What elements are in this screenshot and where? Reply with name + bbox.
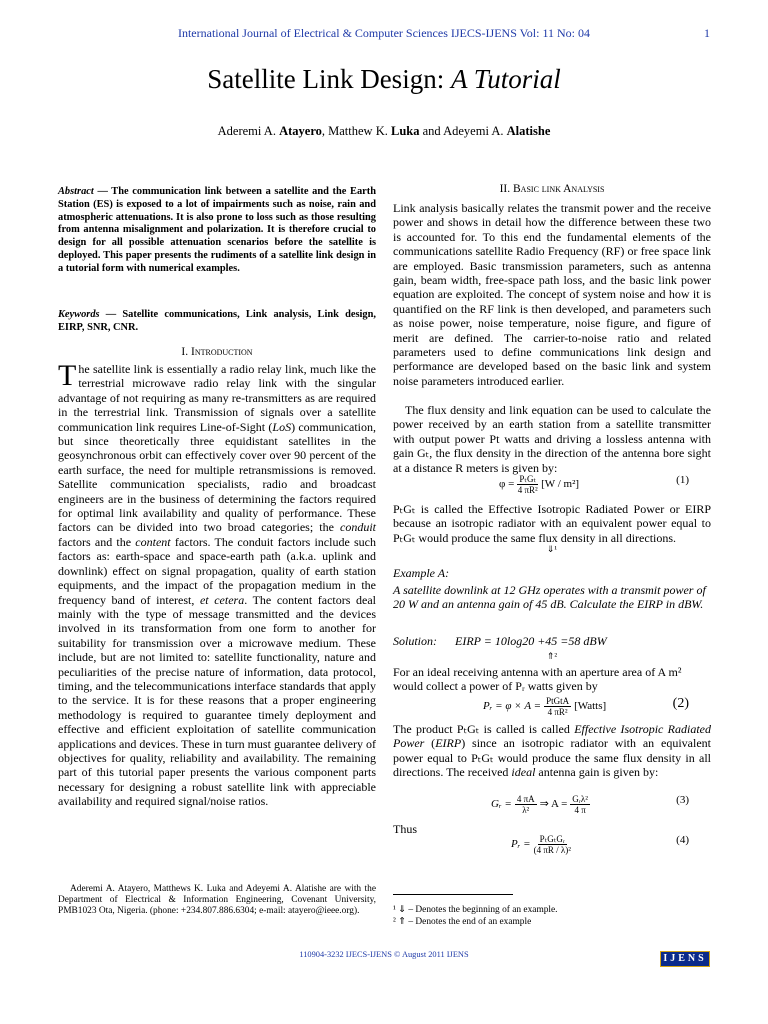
page-number: 1 xyxy=(704,26,710,40)
intro-etc: et cetera xyxy=(199,592,245,607)
author-3-last: Alatishe xyxy=(506,124,551,138)
solution xyxy=(393,634,711,648)
basic-heading: II. Basic link Analysis xyxy=(499,183,605,195)
footnote-2: ² ⇑ – Denotes the end of an example xyxy=(393,917,532,927)
author-sep-1: , Matthew K. xyxy=(321,124,391,138)
basic-paragraph-4: For an ideal receiving antenna with an aperture area of A m² would collect a power of Pᵣ watts given by xyxy=(393,665,682,694)
eq3-lhs: Gᵣ = xyxy=(491,798,512,811)
eq3-number: (3) xyxy=(676,794,689,806)
thus-label: Thus xyxy=(393,822,417,836)
eq2-fraction xyxy=(544,696,571,717)
eq2-den: 4 πR² xyxy=(547,707,568,717)
eq1-number: (1) xyxy=(676,474,689,486)
example-a-title: Example A: xyxy=(393,566,450,580)
p5-ideal: ideal xyxy=(511,765,536,780)
intro-text-b: ) communication, but since theoretically three equidistant satellites in the geosynchronous orbit can effectively cover over 90 percent of the earth surface, the need for multiple retransmissions is removed. Satellite communication specialists, radio and broadcast engineers are in the business of determining the factors required for optimal link availability and quality of performance. These factors can be divided into two broad categories; the xyxy=(58,419,376,535)
solution-label: Solution: xyxy=(393,634,437,648)
eq3-den-2: 4 π xyxy=(574,805,586,815)
intro-text-d: factors. The conduit factors include such factors as: earth-space and space-earth path (a.k.a. uplink and downlink) effect on signal propagation, quality of earth station equipments, and the impact of the propagation medium in the frequency band of interest, xyxy=(58,534,376,607)
eq4-fraction xyxy=(534,834,571,855)
intro-los: LoS xyxy=(272,419,292,434)
p5-text-a: The product PₜGₜ is called is called xyxy=(393,722,575,736)
abstract-label: Abstract xyxy=(58,186,94,197)
title-italic: A Tutorial xyxy=(450,64,561,94)
eq3-num-2: Gᵣλ² xyxy=(572,794,588,804)
solution-text: EIRP = 10log20 +45 =58 dBW xyxy=(455,634,607,648)
author-2-last: Luka xyxy=(390,124,420,138)
abstract-text: — The communication link between a satellite and the Earth Station (ES) is exposed to a lot of impairments such as noise, rain and atmospheric attenuations. It is also prone to loss such as those resulting from antenna misalignment and polarization. It is therefore crucial to design for all possible attenuation scenarios before the satellite is deployed. This paper presents the rudiments of a satellite link design in a tutorial form with numerical examples. xyxy=(58,186,376,274)
eq3-fraction-1 xyxy=(515,794,537,815)
eq2-number: (2) xyxy=(672,696,689,711)
intro-text-a: he satellite link is essentially a radio relay link, much like the terrestrial microwave radio relay link with the singular advantage of not requiring as many re-transmitters as are required in the terrestrial link. Transmission of signals over a satellite communication link requires Line-of-Sight ( xyxy=(58,362,376,434)
footnote-rule xyxy=(393,894,513,895)
eq3-mid: ⇒ A = xyxy=(539,798,568,811)
basic-paragraph-3: PₜGₜ is called the Effective Isotropic Radiated Power or EIRP because an isotropic radiator with an equivalent power equal to PₜGₜ would produce the same flux density in all directions. xyxy=(393,502,711,545)
eq3-num: 4 πA xyxy=(516,794,535,804)
intro-heading: I. Introduction xyxy=(181,346,253,358)
intro-conduit: conduit xyxy=(340,520,376,535)
eq3-fraction-2 xyxy=(570,794,590,815)
copyright-footer: 110904-3232 IJECS-IJENS © August 2011 IJENS xyxy=(299,950,469,959)
basic-paragraph-5 xyxy=(393,722,711,780)
basic-paragraph-2: The flux density and link equation can be used to calculate the power received by an earth station from a satellite transmitter with output power Pt watts and driving a lossless antenna with gain Gₜ, the flux density in the direction of the antenna bore sight at a distance R meters is given by: xyxy=(393,403,711,475)
intro-content: content xyxy=(135,534,171,549)
eq3-den: λ² xyxy=(522,805,530,815)
footnote-1: ¹ ⇓ – Denotes the beginning of an example. xyxy=(393,905,558,915)
equation-3 xyxy=(393,794,711,815)
equation-4 xyxy=(393,834,711,855)
example-start-marker: ⇓¹ xyxy=(546,544,558,554)
eq1-unit: [W / m²] xyxy=(541,478,580,491)
intro-text-c: factors and the xyxy=(58,534,136,549)
author-1-last: Atayero xyxy=(279,124,322,138)
footnotes xyxy=(393,904,711,928)
paper-title xyxy=(0,64,768,95)
eq1-den: 4 πR² xyxy=(517,485,538,495)
example-a-text: A satellite downlink at 12 GHz operates with a transmit power of 20 W and an antenna gain of 45 dB. Calculate the EIRP in dBW. xyxy=(393,583,706,612)
drop-cap: T xyxy=(58,359,77,392)
affiliation-footnote: Aderemi A. Atayero, Matthews K. Luka and Adeyemi A. Alatishe are with the Department of Electrical & Information Engineering, Covenant University, PMB1023 Ota, Nigeria. (phone: +234.807.886.6304; e-mail: atayero@ieee.org). xyxy=(58,884,376,917)
p5-text-b: ( xyxy=(424,736,436,751)
keywords xyxy=(58,309,376,335)
author-1-first: Aderemi A. xyxy=(217,124,280,138)
journal-header: International Journal of Electrical & Computer Sciences IJECS-IJENS Vol: 11 No: 04 xyxy=(177,26,591,40)
author-list xyxy=(0,124,768,139)
eq4-den: (4 πR / λ)² xyxy=(533,845,571,855)
intro-text-e: . The content factors deal mainly with the type of message transmitted and the devices involved in its transformation from one form to another for suitability for transmission over a microwave medium. These include, but are not limited to: satellite functionality, nature and peculiarities of the precise nature of information, data protocol, timing, and the telecommunications interface standards that apply to the service. It is for these reasons that a proper engineering methodology is required to guarantee timely deployment and effective and efficient exploitation of satellite communication applications and devices. These in turn must guarantee delivery of objectives for quality, reliability and availability. The remaining part of this tutorial paper presents the various component parts necessary for designing a robust satellite link with appreciable availability and required signal/noise ratios. xyxy=(58,592,376,809)
eq1-fraction xyxy=(517,474,538,495)
example-end-marker: ⇑² xyxy=(546,651,558,661)
eq2-num: PtGtA xyxy=(546,696,570,706)
eq1-num: PₜGₜ xyxy=(519,474,537,484)
eq4-num: PₜGₜGᵣ xyxy=(539,834,565,844)
eq4-lhs: Pᵣ = xyxy=(511,838,531,851)
abstract xyxy=(58,186,376,276)
author-sep-2: and Adeyemi A. xyxy=(419,124,507,138)
p5-eirp: Effective Isotropic Radiated Power xyxy=(393,722,712,751)
equation-1 xyxy=(393,474,711,495)
equation-2 xyxy=(393,696,711,717)
p5-text-c: ) since an isotropic radiator with an equivalent power equal to PₜGₜ would produce the same flux density in all directions. The received xyxy=(393,736,711,780)
basic-paragraph-1: Link analysis basically relates the transmit power and the receive power and shows in detail how the difference between these two is accounted for. To this end the fundamental elements of the communications satellite Radio Frequency (RF) or free space link are employed. Basic transmission parameters, such as antenna gain, beam width, free-space path loss, and the basic link power equation are exploited. The concept of system noise and how it is quantified on the RF link is then developed, and parameters such as noise power, noise temperature, noise figure, and figure of merit are defined. The carrier-to-noise ratio and related parameters used to define communications link design and performance are developed based on the basic link and system noise parameters introduced earlier. xyxy=(393,201,711,388)
title-main: Satellite Link Design: xyxy=(207,64,451,94)
keywords-label: Keywords xyxy=(58,309,100,320)
keywords-text: — Satellite communications, Link analysis, Link design, EIRP, SNR, CNR. xyxy=(58,309,376,333)
eq2-unit: [Watts] xyxy=(574,700,607,713)
ijens-logo: IJENS xyxy=(660,951,710,967)
intro-paragraph xyxy=(58,359,376,809)
eq4-number: (4) xyxy=(676,834,689,846)
eq2-lhs: Pᵣ = φ × A = xyxy=(483,700,542,713)
p5-text-d: antenna gain is given by: xyxy=(535,765,659,780)
eq1-lhs: φ = xyxy=(499,478,515,491)
p5-abbr: EIRP xyxy=(435,736,462,751)
